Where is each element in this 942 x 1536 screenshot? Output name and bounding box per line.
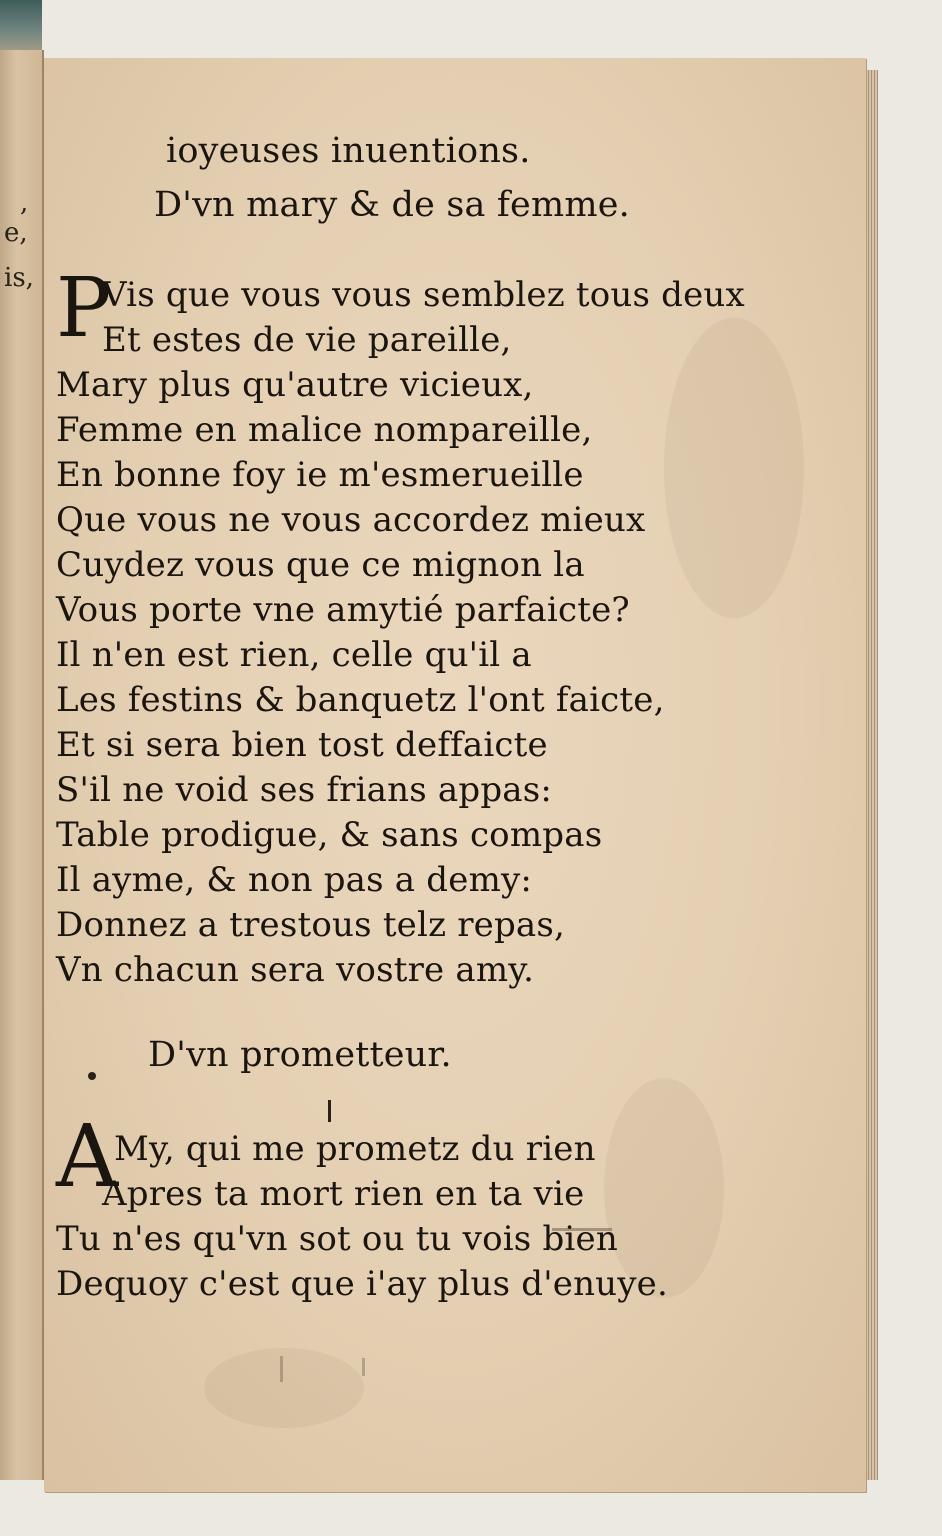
verse-line: Tu n'es qu'vn sot ou tu vois bien <box>56 1219 618 1259</box>
poem-title: D'vn prometteur. <box>148 1035 452 1075</box>
verse-line: Que vous ne vous accordez mieux <box>56 500 646 540</box>
ink-dot <box>88 1072 96 1080</box>
verse-line: Femme en malice nompareille, <box>56 410 593 450</box>
left-facing-page <box>0 50 44 1480</box>
ink-mark <box>328 1100 331 1122</box>
book-page <box>44 58 866 1492</box>
ink-mark <box>552 1228 612 1231</box>
verse-line: Apres ta mort rien en ta vie <box>102 1174 585 1214</box>
left-page-fragment: is, <box>4 263 34 293</box>
verse-line: Mary plus qu'autre vicieux, <box>56 365 534 405</box>
verse-line: Et si sera bien tost deffaicte <box>56 725 548 765</box>
poem-title: D'vn mary & de sa femme. <box>154 185 630 225</box>
left-page-fragment: e, <box>4 218 28 248</box>
verse-line: Vous porte vne amytié parfaicte? <box>56 590 630 630</box>
verse-line: En bonne foy ie m'esmerueille <box>56 455 584 495</box>
drop-cap: A <box>56 1107 119 1207</box>
verse-line: Il n'en est rien, celle qu'il a <box>56 635 532 675</box>
page-edges <box>866 70 878 1480</box>
ink-mark <box>362 1358 365 1376</box>
running-head: ioyeuses inuentions. <box>166 131 531 171</box>
verse-line: Cuydez vous que ce mignon la <box>56 545 585 585</box>
verse-line: Dequoy c'est que i'ay plus d'enuye. <box>56 1264 669 1304</box>
left-page-fragment: , <box>20 188 29 218</box>
verse-line: Vis que vous vous semblez tous deux <box>102 275 745 315</box>
verse-line: Vn chacun sera vostre amy. <box>56 950 535 990</box>
verse-line: Les festins & banquetz l'ont faicte, <box>56 680 665 720</box>
verse-line: Et estes de vie pareille, <box>102 320 512 360</box>
verse-line: Table prodigue, & sans compas <box>56 815 603 855</box>
verse-line: Il ayme, & non pas a demy: <box>56 860 533 900</box>
drop-cap: P <box>56 261 112 356</box>
verse-line: S'il ne void ses frians appas: <box>56 770 553 810</box>
paper-stain <box>204 1348 364 1428</box>
verse-line: Donnez a trestous telz repas, <box>56 905 566 945</box>
ink-mark <box>280 1356 283 1382</box>
verse-line: My, qui me prometz du rien <box>114 1129 596 1169</box>
paper-stain <box>664 318 804 618</box>
